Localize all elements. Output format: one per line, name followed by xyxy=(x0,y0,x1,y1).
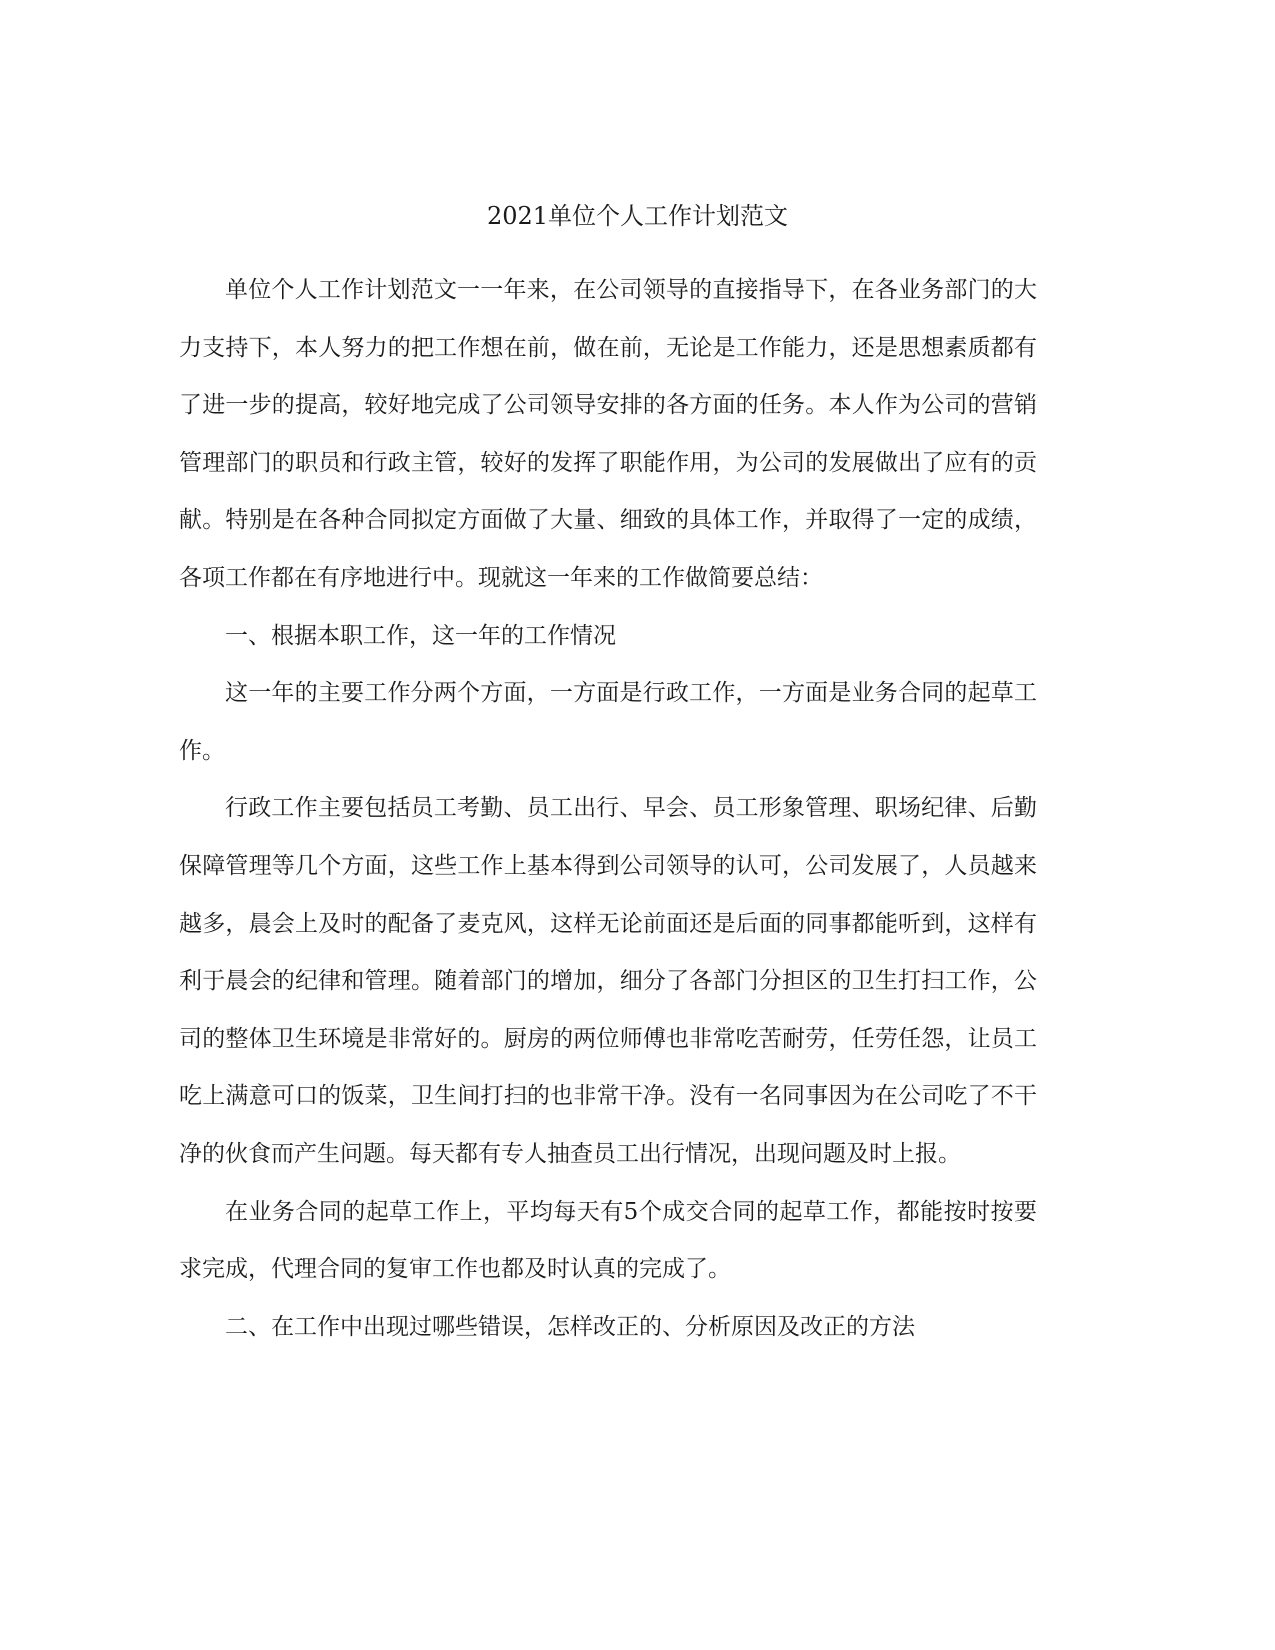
paragraph-contract-work: 在业务合同的起草工作上，平均每天有5个成交合同的起草工作，都能按时按要求完成，代理合同的复审工作也都及时认真的完成了。 xyxy=(179,1198,1037,1283)
paragraph-main-work: 这一年的主要工作分两个方面，一方面是行政工作，一方面是业务合同的起草工作。 xyxy=(179,680,1037,764)
document-body xyxy=(179,262,1037,1356)
document-title: 2021单位个人工作计划范文 xyxy=(486,202,789,230)
paragraph-admin-work: 行政工作主要包括员工考勤、员工出行、早会、员工形象管理、职场纪律、后勤保障管理等几个方面，这些工作上基本得到公司领导的认可，公司发展了，人员越来越多，晨会上及时的配备了麦克风，这样无论前面还是后面的同事都能听到，这样有利于晨会的纪律和管理。随着部门的增加，细分了各部门分担区的卫生打扫工作，公司的整体卫生环境是非常好的。厨房的两位师傅也非常吃苦耐劳，任劳任怨，让员工吃上满意可口的饭菜，卫生间打扫的也非常干净。没有一名同事因为在公司吃了不干净的伙食而产生问题。每天都有专人抽查员工出行情况，出现问题及时上报。 xyxy=(179,795,1037,1167)
paragraph-intro: 单位个人工作计划范文一一年来，在公司领导的直接指导下，在各业务部门的大力支持下，本人努力的把工作想在前，做在前，无论是工作能力，还是思想素质都有了进一步的提高，较好地完成了公司领导安排的各方面的任务。本人作为公司的营销管理部门的职员和行政主管，较好的发挥了职能作用，为公司的发展做出了应有的贡献。特别是在各种合同拟定方面做了大量、细致的具体工作，并取得了一定的成绩，各项工作都在有序地进行中。现就这一年来的工作做简要总结： xyxy=(179,277,1037,591)
section-heading-2: 二、在工作中出现过哪些错误，怎样改正的、分析原因及改正的方法 xyxy=(225,1313,915,1340)
section-heading-1: 一、根据本职工作，这一年的工作情况 xyxy=(225,622,616,649)
